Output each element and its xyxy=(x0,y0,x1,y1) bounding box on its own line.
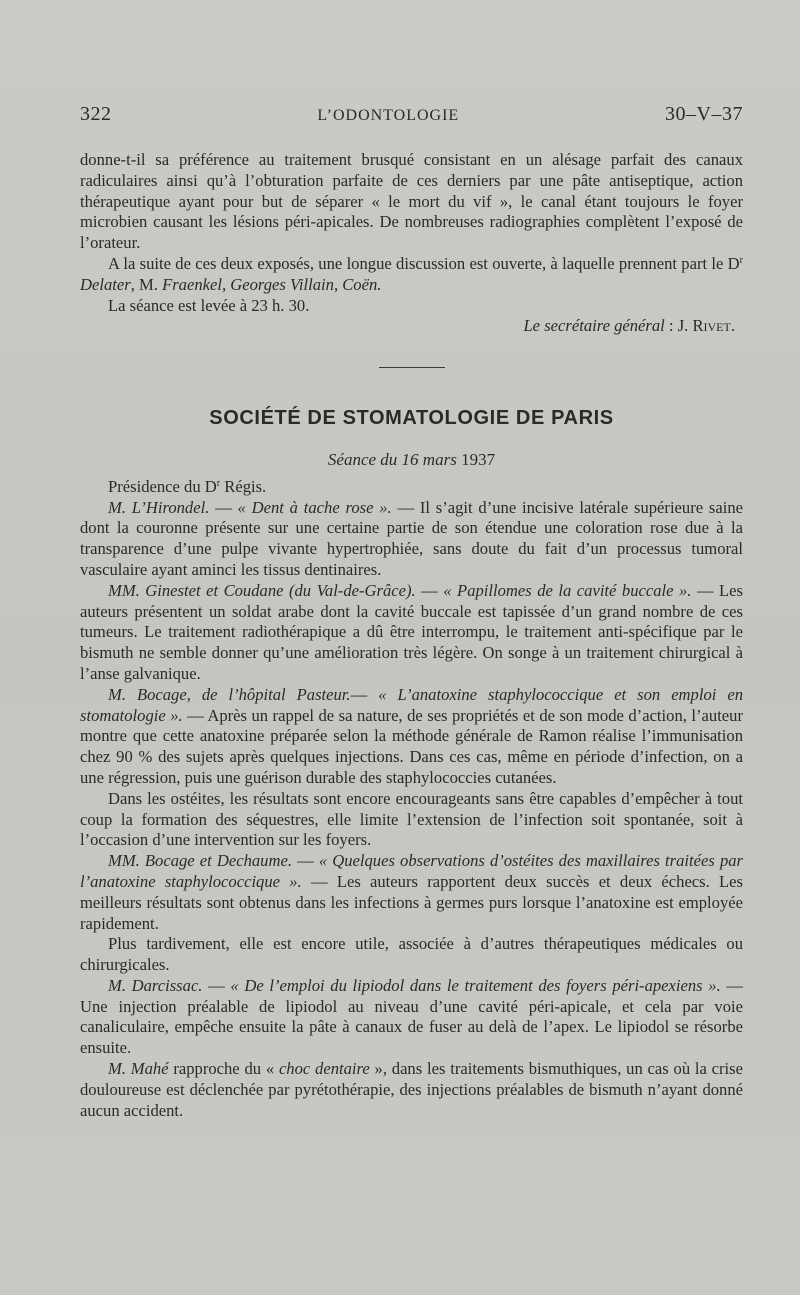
entry-text: — Une injection préalable de lipiodol au niveau d’une cavité péri-apicale, et cela par voie canaliculaire, empêche ensuite la pâte à canaux de fuser au delà de l’apex. Le lipiodol se résorbe ensuite. xyxy=(80,975,744,1058)
session-year: 1937 xyxy=(456,449,496,469)
text: , M. xyxy=(130,274,163,294)
text: A la suite de ces deux exposés, une longue discussion est ouverte, à laquelle prennent part le D xyxy=(108,253,740,273)
entry xyxy=(80,581,743,685)
text: Présidence du D xyxy=(108,476,217,496)
superscript: r xyxy=(739,254,743,266)
entry-title: « L’anatoxine staphylococcique et son emploi en stomatologie ». xyxy=(80,684,744,725)
entry-text: — Il s’agit d’une incisive latérale supérieure saine dont la couronne présente sur une certaine partie de son étendue une coloration rose due à la transparence d’une pulpe vivante hypertrophiée, sans doute du fait d’un processus tumoral vasculaire ayant aminci les tissus dentinaires. xyxy=(80,497,743,579)
entry-title: choc dentaire xyxy=(278,1059,370,1079)
signature xyxy=(80,316,743,337)
running-head xyxy=(80,103,743,126)
entry-author: M. Mahé xyxy=(108,1059,169,1079)
entry-title: « Dent à tache rose ». xyxy=(237,497,392,517)
separator: — xyxy=(291,851,319,871)
entry-text: — Les auteurs présentent un soldat arabe dont la cavité buccale est tapissée d’un grand nombre de ces tumeurs. Le traitement radiothérapique a dû être interrompu, le traitement anti-spécifique par le bismuth ne semble donner qu’une amélioration très légère. On songe à un traitement chirurgical à l’anse galvanique. xyxy=(80,580,744,683)
entry-author: MM. Bocage et Dechaume. xyxy=(108,851,292,871)
separator: — xyxy=(350,684,379,704)
entry-author: MM. Ginestet et Coudane (du Val-de-Grâce). xyxy=(108,580,416,600)
entry-author: M. Darcissac. xyxy=(108,975,203,995)
entry xyxy=(80,851,743,934)
divider xyxy=(379,367,445,368)
entry-title: « Quelques observations d’ostéites des maxillaires traitées par l’anatoxine staphylococcique ». xyxy=(80,851,743,891)
entry-author: M. L’Hirondel. xyxy=(108,497,210,517)
text: rapproche du « xyxy=(168,1059,279,1079)
text: Régis. xyxy=(220,476,267,496)
session-label: Séance du 16 mars xyxy=(327,449,457,469)
separator: — xyxy=(415,580,444,600)
entry-title: « Papillomes de la cavité buccale ». xyxy=(443,580,692,600)
superscript: r xyxy=(216,477,221,489)
entry xyxy=(80,976,743,1059)
session-date xyxy=(80,450,743,471)
paragraph xyxy=(80,254,743,296)
entry-text: », dans les traitements bismuthiques, un cas où la crise douloureuse est déclenchée par pyrétothérapie, des injections préalables de bismuth n’ayant donné aucun accident. xyxy=(80,1059,743,1120)
page-number: 322 xyxy=(80,103,112,125)
entry-text: — Les auteurs rapportent deux succès et deux échecs. Les meilleurs résultats sont obtenus dans les infections à germes purs lorsque l’anatoxine est employée rapidement. xyxy=(80,871,743,933)
section-title: SOCIÉTÉ DE STOMATOLOGIE DE PARIS xyxy=(209,407,614,430)
presidence xyxy=(80,477,743,498)
separator: — xyxy=(209,497,238,517)
entry xyxy=(80,1059,743,1121)
journal-title: L’ODONTOLOGIE xyxy=(317,107,460,124)
page-body xyxy=(80,150,743,1121)
issue-date: 30–V–37 xyxy=(665,103,743,125)
paragraph: Plus tardivement, elle est encore utile, associée à d’autres thérapeutiques médicales ou chirurgicales. xyxy=(80,934,743,975)
entry-text: — Après un rappel de sa nature, de ses propriétés et de son mode d’action, l’auteur montre que cette anatoxine préparée selon la méthode générale de Ramon réalise l’immunisation chez 90 % des sujets après quelques injections. Dans ces cas, même en période d’infection, on a une régression, puis une guérison durable des staphylococcies cutanées. xyxy=(80,705,743,787)
text: : J. xyxy=(664,316,693,336)
paragraph: Dans les ostéites, les résultats sont encore encourageants sans être capables d’empêcher à tout coup la formation des séquestres, elle limite l’extension de l’infection soit spontanée, soit à l’occasion d’une intervention sur les foyers. xyxy=(80,788,743,850)
entry xyxy=(80,498,743,581)
signature-label: Le secrétaire général xyxy=(523,316,665,336)
paragraph: donne-t-il sa préférence au traitement brusqué consistant en un alésage parfait des canaux radiculaires ainsi qu’à l’obturation parfaite de ces derniers par une pâte antiseptique, action thérapeutique ayant pour but de séparer « le mort du vif », le canal étant toujours le foyer microbien causant les lésions péri-apicales. De nombreuses radiographies complètent l’exposé de l’orateur. xyxy=(80,150,743,253)
entry xyxy=(80,685,743,789)
entry-author: M. Bocage, de l’hôpital Pasteur. xyxy=(108,684,351,704)
paragraph: La séance est levée à 23 h. 30. xyxy=(108,295,310,315)
author-names: Fraenkel, Georges Villain, Coën. xyxy=(162,274,382,294)
entry-title: « De l’emploi du lipiodol dans le traitement des foyers péri-apexiens ». xyxy=(230,975,721,995)
signature-name: Rivet. xyxy=(692,316,735,336)
author-name: Delater xyxy=(80,274,131,294)
separator: — xyxy=(202,975,231,995)
